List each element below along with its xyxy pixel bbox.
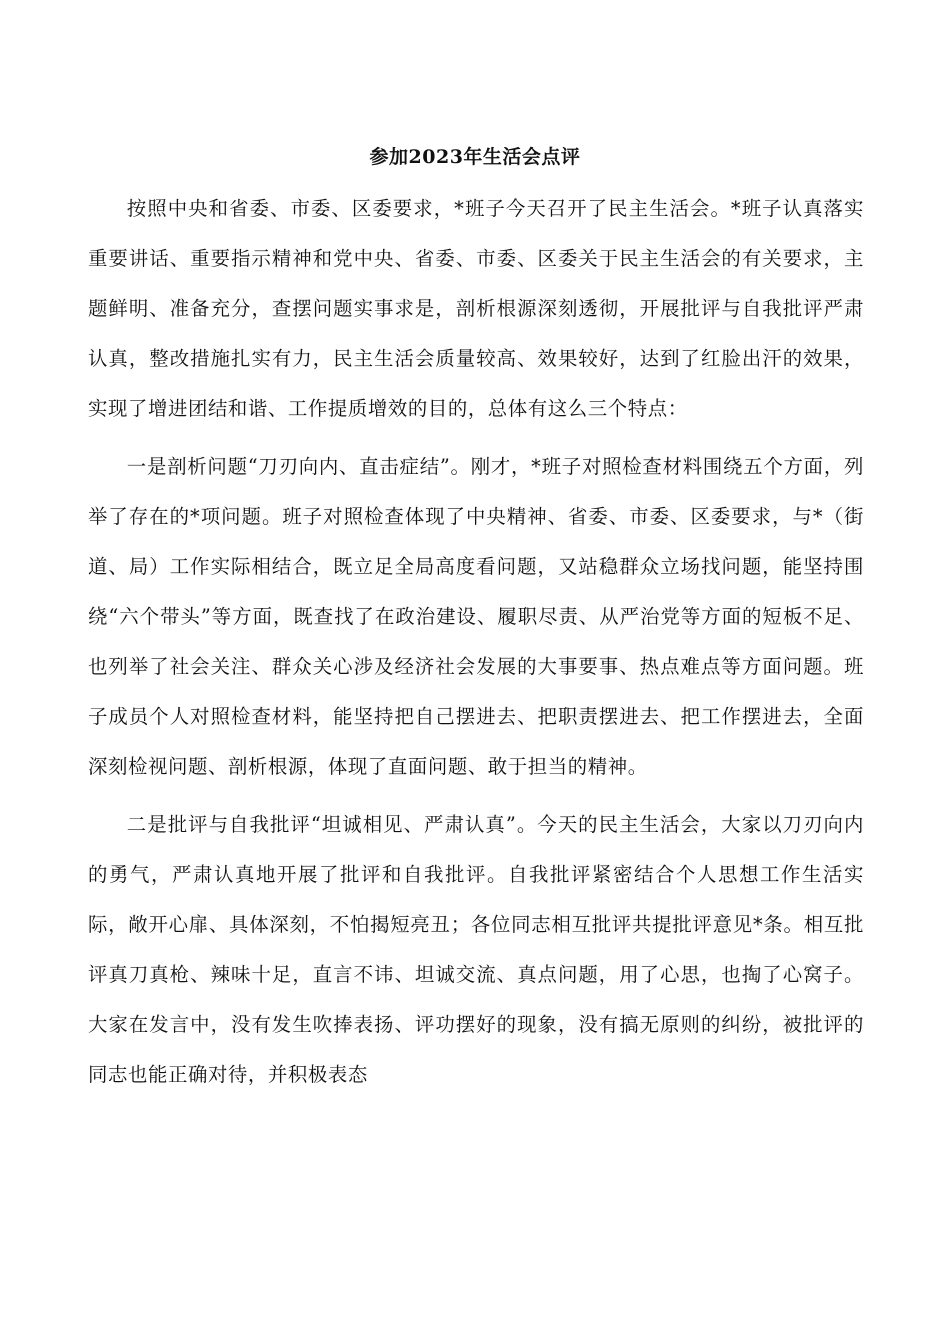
paragraph-point-two: 二是批评与自我批评“坦诚相见、严肃认真”。今天的民主生活会，大家以刀刃向内的勇气，严肃认真地开展了批评和自我批评。自我批评紧密结合个人思想工作生活实际，敞开心扉、具体深刻，不怕揭短亮丑；各位同志相互批评共提批评意见*条。相互批评真刀真枪、辣味十足，直言不讳、坦诚交流、真点问题，用了心思，也掏了心窝子。大家在发言中，没有发生吹捧表扬、评功摆好的现象，没有搞无原则的纠纷，被批评的同志也能正确对待，并积极表态 [88,813,864,1086]
paragraph-intro: 按照中央和省委、市委、区委要求，*班子今天召开了民主生活会。*班子认真落实重要讲话、重要指示精神和党中央、省委、市委、区委关于民主生活会的有关要求，主题鲜明、准备充分，查摆问题实事求是，剖析根源深刻透彻，开展批评与自我批评严肃认真，整改措施扎实有力，民主生活会质量较高、效果较好，达到了红脸出汗的效果，实现了增进团结和谐、工作提质增效的目的，总体有这么三个特点： [88,197,864,420]
document-body [88,184,864,1108]
document-title: 参加2023年生活会点评 [369,146,581,168]
paragraph-point-one: 一是剖析问题“刀刃向内、直击症结”。刚才，*班子对照检查材料围绕五个方面，列举了存在的*项问题。班子对照检查体现了中央精神、省委、市委、区委要求，与*（街道、局）工作实际相结合，既立足全局高度看问题，又站稳群众立场找问题，能坚持围绕“六个带头”等方面，既查找了在政治建设、履职尽责、从严治党等方面的短板不足、也列举了社会关注、群众关心涉及经济社会发展的大事要事、热点难点等方面问题。班子成员个人对照检查材料，能坚持把自己摆进去、把职责摆进去、把工作摆进去，全面深刻检视问题、剖析根源，体现了直面问题、敢于担当的精神。 [88,455,864,778]
